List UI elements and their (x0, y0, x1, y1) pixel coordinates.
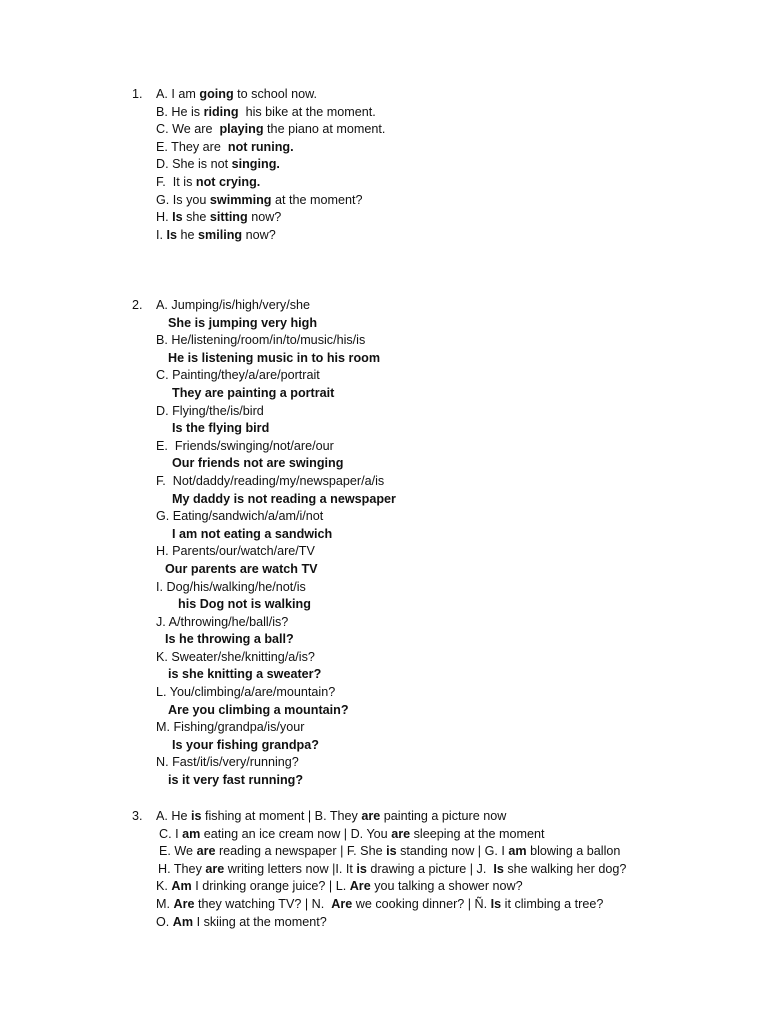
bold-text: is (191, 809, 202, 823)
exercise-2-prompt (156, 579, 396, 597)
text: She is jumping very high (168, 315, 318, 330)
text: they watching TV? | N. (194, 896, 332, 911)
exercise-1-line (156, 192, 385, 210)
text: I am not eating a sandwich (172, 526, 333, 541)
bold-text: Is (490, 896, 502, 911)
text: now? (247, 210, 282, 225)
section-1-list (156, 86, 385, 244)
text: O. (156, 914, 173, 929)
text: to school now. (233, 87, 317, 101)
section-1-number: 1. (132, 87, 143, 101)
bold-text: is (356, 861, 367, 876)
text: now? (242, 227, 276, 242)
text: He is listening music in to his room (168, 350, 381, 365)
exercise-2-prompt (156, 719, 396, 737)
text: it climbing a tree? (501, 896, 604, 911)
text: Is the flying bird (172, 421, 270, 436)
text: A. Jumping/is/high/very/she (156, 298, 310, 312)
text: G. Eating/sandwich/a/am/i/not (156, 509, 324, 524)
text: K. (156, 879, 172, 894)
exercise-3-line (156, 808, 626, 826)
text: I. Dog/his/walking/he/not/is (156, 579, 306, 594)
exercise-2-answer (156, 737, 396, 755)
exercise-2-answer (156, 631, 396, 649)
text: D. Flying/the/is/bird (156, 403, 264, 418)
bold-text: riding (203, 104, 239, 119)
exercise-3-line (156, 861, 626, 879)
section-2-number: 2. (132, 298, 143, 312)
bold-text: going (199, 87, 234, 101)
text: J. A/throwing/he/ball/is? (156, 614, 289, 629)
text: Our parents are watch TV (165, 561, 318, 576)
text: Is he throwing a ball? (165, 632, 294, 647)
bold-text: not runing. (227, 139, 294, 154)
bold-text: not crying. (195, 174, 261, 189)
bold-text: are (205, 861, 225, 876)
bold-text: are (391, 826, 411, 841)
text: painting a picture now (380, 809, 507, 823)
exercise-1-line (156, 86, 385, 104)
bold-text: is (386, 844, 397, 859)
text: we cooking dinner? | Ñ. (352, 896, 491, 911)
bold-text: are (196, 844, 216, 859)
exercise-2-prompt (156, 684, 396, 702)
text: sleeping at the moment (410, 826, 545, 841)
text: you talking a shower now? (370, 879, 523, 894)
exercise-2-prompt (156, 403, 396, 421)
exercise-3-line (156, 896, 626, 914)
text: H. They (158, 861, 206, 876)
exercise-2-prompt (156, 754, 396, 772)
text: N. Fast/it/is/very/running? (156, 755, 299, 770)
text: reading a newspaper | F. She (215, 844, 387, 859)
text: B. He is (156, 104, 204, 119)
bold-text: playing (219, 122, 264, 137)
exercise-1-line (156, 139, 385, 157)
exercise-2-prompt (156, 614, 396, 632)
section-3-list (156, 808, 626, 931)
exercise-2-prompt (156, 438, 396, 456)
exercise-1-line (156, 209, 385, 227)
exercise-1-line (156, 121, 385, 139)
text: F. Not/daddy/reading/my/newspaper/a/is (156, 473, 385, 488)
bold-text: Are (173, 896, 195, 911)
text: Are you climbing a mountain? (168, 702, 349, 717)
text: K. Sweater/she/knitting/a/is? (156, 649, 315, 664)
text: he (177, 227, 199, 242)
text: his Dog not is walking (178, 597, 311, 612)
text: Is your fishing grandpa? (172, 737, 319, 752)
text: she (182, 210, 210, 225)
exercise-2-answer (156, 491, 396, 509)
exercise-2-answer (156, 596, 396, 614)
bold-text: Are (331, 896, 353, 911)
exercise-2-prompt (156, 473, 396, 491)
text: C. I (159, 826, 183, 841)
text: M. Fishing/grandpa/is/your (156, 720, 305, 735)
exercise-2-answer (156, 526, 396, 544)
section-2-list (156, 297, 396, 790)
exercise-2-prompt (156, 297, 396, 315)
section-3-number: 3. (132, 809, 143, 823)
exercise-2-answer (156, 420, 396, 438)
exercise-2-answer (156, 350, 396, 368)
text: A. I am (156, 87, 200, 101)
exercise-3-line (156, 878, 626, 896)
text: is it very fast running? (168, 773, 304, 788)
text: Our friends not are swinging (172, 456, 344, 471)
text: G. Is you (156, 192, 210, 207)
bold-text: Am (172, 914, 194, 929)
text: eating an ice cream now | D. You (200, 826, 392, 841)
bold-text: Are (349, 879, 371, 894)
text: E. They are (156, 139, 228, 154)
text: A. He (156, 809, 191, 823)
exercise-3-line (156, 914, 626, 932)
exercise-1-line (156, 156, 385, 174)
bold-text: am (508, 844, 527, 859)
text: I drinking orange juice? | L. (191, 879, 350, 894)
bold-text: swimming (209, 192, 272, 207)
exercise-2-answer (156, 666, 396, 684)
text: E. Friends/swinging/not/are/our (156, 438, 334, 453)
text: I skiing at the moment? (193, 914, 327, 929)
bold-text: sitting (209, 210, 248, 225)
exercise-1-line (156, 174, 385, 192)
text: his bike at the moment. (238, 104, 376, 119)
text: I. (156, 227, 167, 242)
text: B. He/listening/room/in/to/music/his/is (156, 333, 366, 348)
exercise-2-answer (156, 772, 396, 790)
exercise-2-answer (156, 702, 396, 720)
text: D. She is not (156, 157, 232, 172)
exercise-3-line (156, 843, 626, 861)
exercise-2-answer (156, 315, 396, 333)
text: H. (156, 210, 173, 225)
text: C. Painting/they/a/are/portrait (156, 368, 320, 383)
exercise-2-answer (156, 385, 396, 403)
exercise-1-line (156, 227, 385, 245)
text: she walking her dog? (503, 861, 627, 876)
bold-text: Is (172, 210, 183, 225)
text: blowing a ballon (526, 844, 621, 859)
text: is she knitting a sweater? (168, 667, 322, 682)
text: at the moment? (271, 192, 363, 207)
text: They are painting a portrait (172, 385, 335, 400)
exercise-2-answer (156, 561, 396, 579)
exercise-1-line (156, 104, 385, 122)
exercise-2-prompt (156, 332, 396, 350)
bold-text: are (361, 809, 381, 823)
exercise-2-prompt (156, 649, 396, 667)
text: writing letters now |I. It (224, 861, 357, 876)
bold-text: singing. (231, 157, 280, 172)
exercise-2-prompt (156, 367, 396, 385)
text: standing now | G. I (396, 844, 509, 859)
bold-text: Is (166, 227, 178, 242)
text: M. (156, 896, 174, 911)
bold-text: Am (171, 879, 192, 894)
text: H. Parents/our/watch/are/TV (156, 544, 315, 559)
text: E. We (159, 844, 197, 859)
text: L. You/climbing/a/are/mountain? (156, 685, 336, 700)
text: drawing a picture | J. (366, 861, 494, 876)
bold-text: Is (493, 861, 504, 876)
exercise-2-prompt (156, 508, 396, 526)
exercise-2-prompt (156, 543, 396, 561)
bold-text: smiling (198, 227, 243, 242)
exercise-2-answer (156, 455, 396, 473)
text: C. We are (156, 122, 220, 137)
exercise-3-line (156, 826, 626, 844)
text: My daddy is not reading a newspaper (172, 491, 396, 506)
text: the piano at moment. (263, 122, 386, 137)
bold-text: am (182, 826, 201, 841)
text: fishing at moment | B. They (201, 809, 362, 823)
text: F. It is (156, 174, 196, 189)
